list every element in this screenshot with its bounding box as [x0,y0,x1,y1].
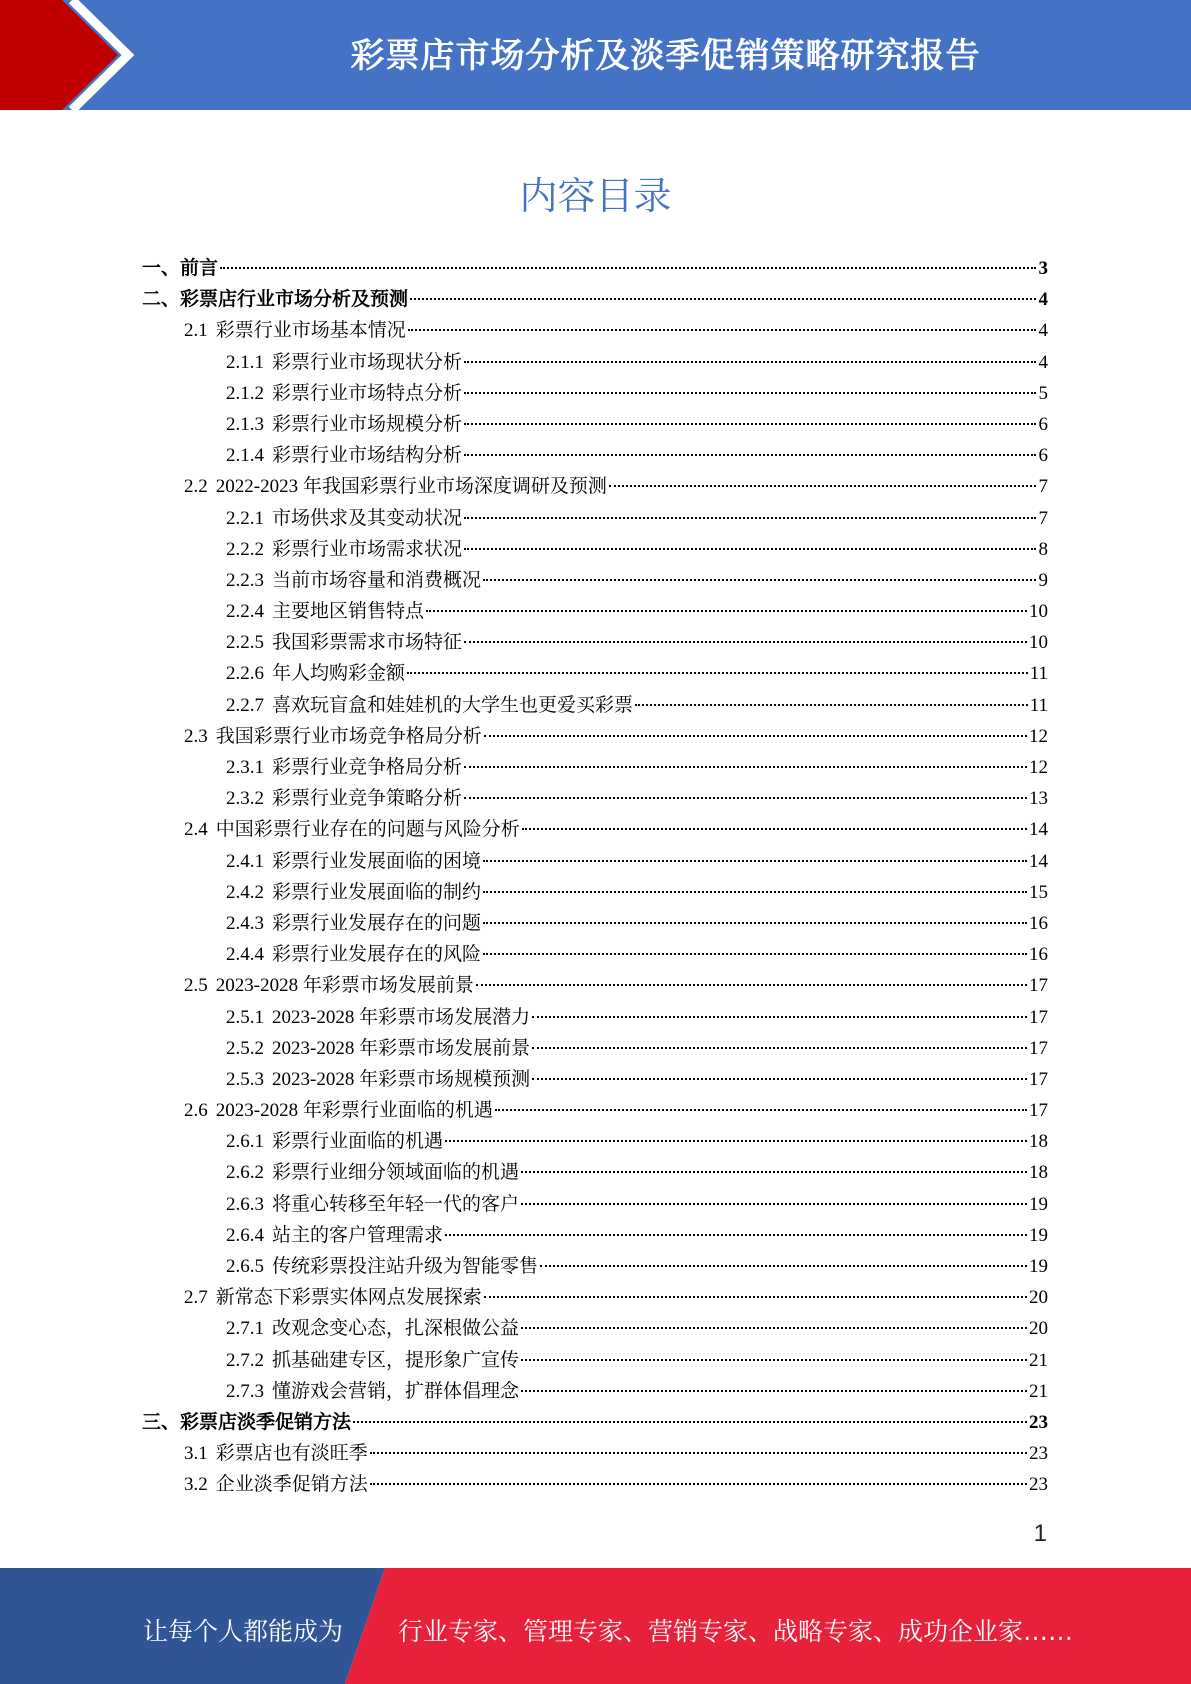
toc-entry-page: 14 [1029,850,1048,872]
toc-entry-number: 2.2.1 [226,507,264,529]
toc-entry-page: 6 [1038,413,1048,435]
toc-entry-title: 彩票行业市场需求状况 [272,538,463,560]
toc-entry-page: 4 [1038,351,1048,373]
toc-dot-leader [483,891,1027,893]
toc-entry[interactable] [142,1376,1048,1407]
toc-entry-number: 2.5.2 [226,1037,264,1059]
toc-entry-page: 20 [1029,1318,1048,1340]
toc-dot-leader [476,984,1027,986]
toc-entry-title: 彩票店也有淡旺季 [215,1443,368,1465]
toc-dot-leader [464,766,1027,768]
toc-entry-title: 彩票店淡季促销方法 [180,1411,352,1433]
toc-dot-leader [532,1016,1027,1018]
toc-entry-page: 11 [1029,694,1048,716]
toc-entry-number: 2.3 [184,725,208,747]
toc-entry-title: 年人均购彩金额 [272,663,406,685]
toc-entry-page: 9 [1038,569,1048,591]
toc-entry-number: 2.6.4 [226,1224,264,1246]
toc-entry-title: 企业淡季促销方法 [215,1474,368,1496]
toc-entry[interactable] [142,534,1048,565]
toc-entry[interactable] [142,284,1048,315]
toc-entry-number: 2.2.4 [226,601,264,623]
toc-entry[interactable] [142,627,1048,658]
toc-entry-title: 2022-2023 年我国彩票行业市场深度调研及预测 [215,476,607,498]
toc-entry[interactable] [142,1407,1048,1438]
toc-dot-leader [464,454,1036,456]
toc-entry-page: 16 [1029,944,1048,966]
toc-entry-number: 2.6.3 [226,1193,264,1215]
toc-entry-page: 23 [1029,1474,1048,1496]
toc-entry[interactable] [142,1220,1048,1251]
toc-dot-leader [540,1265,1027,1267]
toc-entry-number: 2.4 [184,819,208,841]
table-of-contents [142,253,1048,1501]
toc-entry-title: 彩票行业市场规模分析 [272,413,463,435]
toc-entry-number: 2.5.3 [226,1068,264,1090]
toc-entry-page: 10 [1029,601,1048,623]
toc-entry-page: 17 [1029,1006,1048,1028]
toc-entry[interactable] [142,253,1048,284]
toc-dot-leader [464,361,1036,363]
toc-entry-title: 市场供求及其变动状况 [272,507,463,529]
toc-entry[interactable] [142,471,1048,502]
report-title: 彩票店市场分析及淡季促销策略研究报告 [350,36,981,76]
toc-entry-page: 12 [1029,757,1048,778]
toc-entry-page: 7 [1038,476,1048,498]
toc-dot-leader [495,1109,1027,1111]
toc-dot-leader [483,860,1027,862]
toc-entry-page: 21 [1029,1349,1048,1371]
toc-entry-page: 18 [1029,1162,1048,1184]
toc-entry[interactable] [142,1282,1048,1313]
toc-entry[interactable] [142,752,1048,783]
toc-entry-page: 11 [1029,663,1048,685]
toc-dot-leader [464,548,1036,550]
toc-entry-number: 2.4.3 [226,912,264,934]
toc-entry-title: 站主的客户管理需求 [272,1224,444,1246]
toc-entry-number: 2.1 [184,320,208,342]
toc-dot-leader [521,1359,1027,1361]
toc-entry-title: 2023-2028 年彩票市场发展前景 [272,1037,531,1059]
toc-entry-number: 2.1.1 [226,351,264,373]
toc-entry-number: 2.2.7 [226,694,264,716]
toc-entry-number: 2.7.3 [226,1380,264,1402]
toc-entry[interactable] [142,440,1048,471]
toc-entry-page: 19 [1029,1256,1048,1277]
toc-entry-page: 14 [1029,819,1048,841]
toc-entry-title: 彩票行业市场结构分析 [272,445,463,467]
toc-entry-title: 我国彩票行业市场竞争格局分析 [215,725,482,747]
toc-dot-leader [521,1171,1027,1173]
toc-entry[interactable] [142,503,1048,534]
toc-entry[interactable] [142,1345,1048,1376]
toc-entry-number: 2.4.2 [226,881,264,903]
toc-dot-leader [445,1140,1027,1142]
toc-entry-title: 传统彩票投注站升级为智能零售 [272,1256,539,1277]
toc-dot-leader [483,579,1036,581]
toc-entry-title: 彩票行业市场现状分析 [272,351,463,373]
footer-slogan-right: 行业专家、管理专家、营销专家、战略专家、成功企业家…… [398,1617,1074,1646]
toc-entry[interactable] [142,315,1048,346]
toc-entry-title: 2023-2028 年彩票市场发展潜力 [272,1006,531,1028]
toc-entry[interactable] [142,409,1048,440]
toc-entry-page: 17 [1029,975,1048,997]
toc-entry-number: 2.2.6 [226,663,264,685]
toc-entry-number: 2.1.4 [226,445,264,467]
header-bar [0,0,1191,110]
toc-entry-page: 19 [1029,1193,1048,1215]
toc-entry[interactable] [142,1095,1048,1126]
toc-entry-number: 2.6.1 [226,1131,264,1153]
toc-dot-leader [521,1327,1027,1329]
toc-dot-leader [522,828,1027,830]
toc-entry-title: 彩票店行业市场分析及预测 [180,289,409,311]
toc-dot-leader [408,329,1036,331]
toc-dot-leader [532,1078,1027,1080]
toc-dot-leader [220,267,1036,269]
toc-dot-leader [370,1483,1027,1485]
toc-entry[interactable] [142,1189,1048,1220]
toc-entry-title: 当前市场容量和消费概况 [272,569,482,591]
toc-entry-page: 10 [1029,632,1048,654]
toc-entry-page: 17 [1029,1037,1048,1059]
toc-entry[interactable] [142,1033,1048,1064]
toc-entry[interactable] [142,846,1048,877]
toc-entry-title: 中国彩票行业存在的问题与风险分析 [215,819,520,841]
toc-entry-page: 6 [1038,445,1048,467]
toc-entry-page: 23 [1029,1443,1048,1465]
toc-dot-leader [426,610,1027,612]
toc-entry-title: 喜欢玩盲盒和娃娃机的大学生也更爱买彩票 [272,694,634,716]
toc-dot-leader [445,1234,1027,1236]
toc-entry-title: 2023-2028 年彩票行业面临的机遇 [215,1100,493,1122]
toc-entry-number: 2.2.2 [226,538,264,560]
toc-entry-title: 我国彩票需求市场特征 [272,632,463,654]
toc-entry-number: 2.7 [184,1287,208,1309]
toc-heading: 内容目录 [519,174,672,218]
toc-entry-title: 彩票行业面临的机遇 [272,1131,444,1153]
toc-entry-page: 17 [1029,1100,1048,1122]
toc-entry-title: 彩票行业竞争策略分析 [272,788,463,810]
toc-entry[interactable] [142,1002,1048,1033]
toc-dot-leader [483,922,1027,924]
toc-entry[interactable] [142,1251,1048,1282]
toc-dot-leader [464,797,1027,799]
toc-entry-number: 2.7.1 [226,1318,264,1340]
toc-entry-page: 4 [1038,289,1048,311]
toc-dot-leader [464,423,1036,425]
toc-entry-title: 彩票行业细分领域面临的机遇 [272,1162,520,1184]
toc-entry-number: 2.5 [184,975,208,997]
toc-entry-number: 3.1 [184,1443,208,1465]
toc-dot-leader [464,392,1036,394]
toc-dot-leader [464,517,1036,519]
toc-entry[interactable] [142,378,1048,409]
toc-entry-page: 5 [1038,382,1048,404]
toc-entry-title: 改观念变心态，扎深根做公益 [272,1318,520,1340]
toc-entry-number: 2.3.2 [226,788,264,810]
toc-dot-leader [483,953,1027,955]
toc-entry-number: 三、 [142,1411,181,1433]
toc-entry-title: 主要地区销售特点 [272,601,425,623]
toc-entry[interactable] [142,1438,1048,1469]
toc-entry-page: 20 [1029,1287,1048,1309]
toc-entry[interactable] [142,347,1048,378]
toc-dot-leader [521,1390,1027,1392]
footer-bar [0,1568,1191,1684]
toc-dot-leader [484,1296,1027,1298]
toc-entry-page: 7 [1038,507,1048,529]
toc-dot-leader [609,485,1036,487]
toc-entry[interactable] [142,596,1048,627]
toc-entry[interactable] [142,690,1048,721]
toc-dot-leader [464,641,1027,643]
toc-entry-number: 2.2 [184,476,208,498]
toc-entry-page: 12 [1029,725,1048,747]
toc-entry-number: 二、 [142,289,181,311]
toc-entry-number: 2.4.1 [226,850,264,872]
toc-entry-title: 彩票行业发展面临的制约 [272,881,482,903]
toc-entry-page: 18 [1029,1131,1048,1153]
toc-entry-page: 19 [1029,1224,1048,1246]
toc-entry[interactable] [142,783,1048,814]
toc-entry-number: 2.1.3 [226,413,264,435]
toc-entry-page: 4 [1038,320,1048,342]
toc-dot-leader [353,1421,1027,1423]
chevron-icon [0,0,160,110]
toc-entry-title: 彩票行业竞争格局分析 [272,757,463,778]
toc-dot-leader [484,735,1027,737]
toc-entry[interactable] [142,908,1048,939]
toc-entry[interactable] [142,1126,1048,1157]
toc-entry-page: 13 [1029,788,1048,810]
toc-entry-page: 21 [1029,1380,1048,1402]
toc-dot-leader [370,1452,1027,1454]
toc-dot-leader [532,1047,1027,1049]
footer-slogan-left: 让每个人都能成为 [143,1617,344,1646]
toc-entry-title: 彩票行业发展存在的问题 [272,912,482,934]
page-number: 1 [1033,1520,1047,1547]
toc-entry[interactable] [142,939,1048,970]
toc-dot-leader [410,298,1036,300]
toc-entry-title: 彩票行业市场基本情况 [215,320,406,342]
toc-dot-leader [407,672,1028,674]
toc-entry-page: 15 [1029,881,1048,903]
toc-entry-number: 2.3.1 [226,757,264,778]
toc-entry-number: 2.5.1 [226,1006,264,1028]
toc-entry-page: 8 [1038,538,1048,560]
toc-entry[interactable] [142,1157,1048,1188]
toc-entry[interactable] [142,814,1048,845]
toc-entry-number: 一、 [142,258,181,279]
toc-entry-page: 23 [1029,1411,1048,1433]
toc-entry-title: 2023-2028 年彩票市场规模预测 [272,1068,531,1090]
toc-entry-number: 2.1.2 [226,382,264,404]
toc-entry-title: 2023-2028 年彩票市场发展前景 [215,975,474,997]
toc-entry[interactable] [142,1064,1048,1095]
toc-entry-title: 懂游戏会营销，扩群体倡理念 [272,1380,520,1402]
toc-entry[interactable] [142,658,1048,689]
toc-entry-title: 彩票行业发展面临的困境 [272,850,482,872]
toc-entry-number: 2.2.5 [226,632,264,654]
toc-entry[interactable] [142,1313,1048,1344]
toc-entry-number: 2.2.3 [226,569,264,591]
toc-entry-title: 新常态下彩票实体网点发展探索 [215,1287,482,1309]
toc-entry-number: 2.6.5 [226,1256,264,1277]
toc-entry-page: 17 [1029,1068,1048,1090]
toc-dot-leader [521,1203,1027,1205]
toc-entry[interactable] [142,970,1048,1001]
toc-entry-page: 3 [1038,258,1048,279]
toc-entry-title: 彩票行业发展存在的风险 [272,944,482,966]
toc-entry[interactable] [142,877,1048,908]
toc-entry-number: 3.2 [184,1474,208,1496]
toc-entry[interactable] [142,721,1048,752]
toc-entry-number: 2.4.4 [226,944,264,966]
toc-entry-number: 2.6 [184,1100,208,1122]
toc-entry-title: 彩票行业市场特点分析 [272,382,463,404]
toc-entry[interactable] [142,1469,1048,1500]
toc-entry[interactable] [142,565,1048,596]
toc-dot-leader [635,704,1028,706]
toc-entry-title: 前言 [180,258,219,279]
toc-entry-number: 2.6.2 [226,1162,264,1184]
toc-entry-page: 16 [1029,912,1048,934]
toc-entry-title: 将重心转移至年轻一代的客户 [272,1193,520,1215]
toc-entry-title: 抓基础建专区，提形象广宣传 [272,1349,520,1371]
toc-entry-number: 2.7.2 [226,1349,264,1371]
